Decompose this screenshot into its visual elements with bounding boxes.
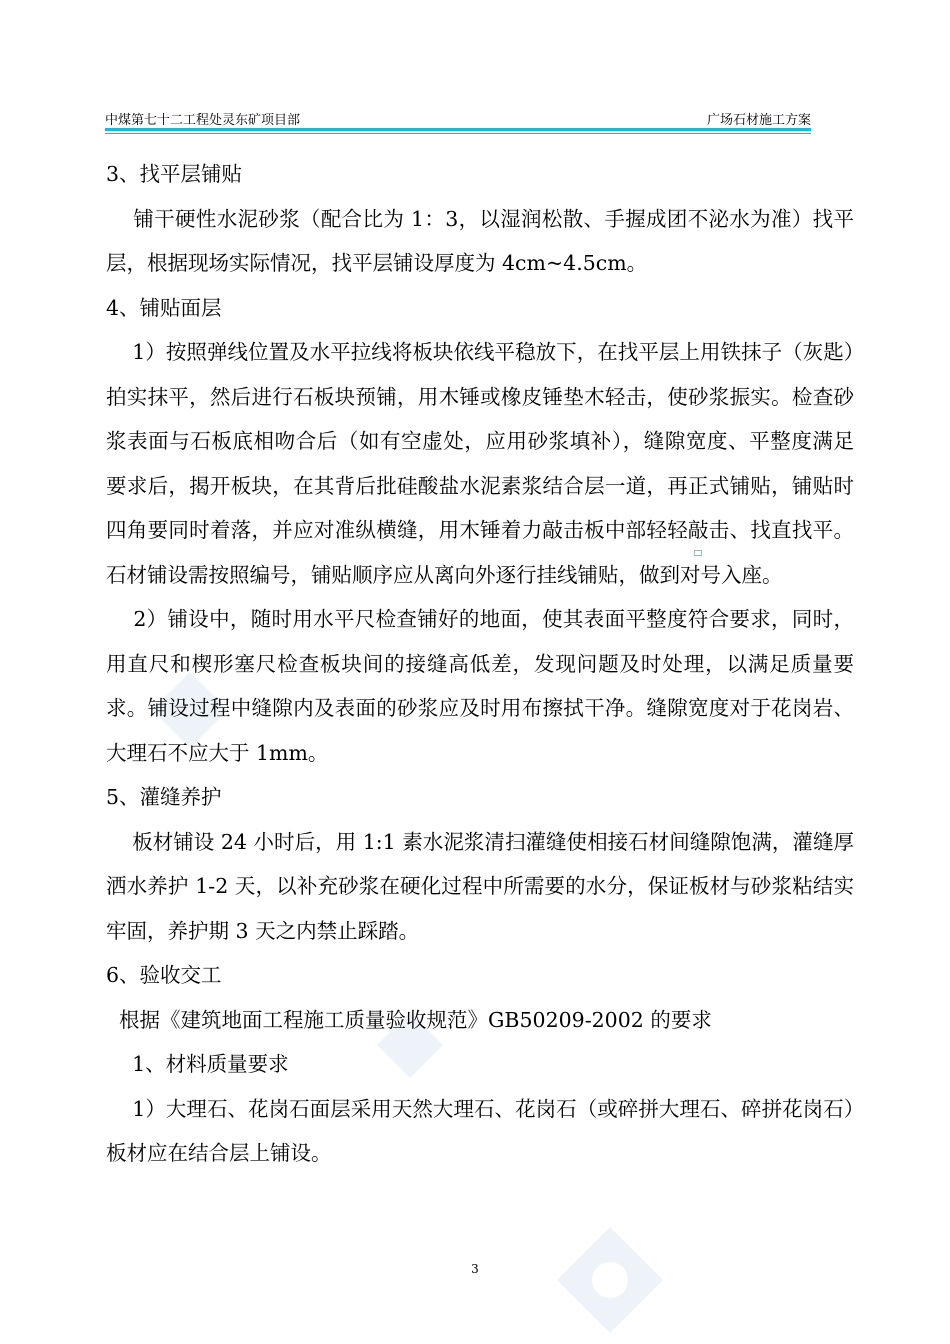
section-heading: 6、验收交工 (106, 963, 222, 987)
paragraph: 1）按照弹线位置及水平拉线将板块依线平稳放下，在找平层上用铁抹子（灰匙）拍实抹平，然后进行石板块预铺，用木锤或橡皮锤垫木轻击，使砂浆振实。检查砂浆表面与石板底相吻合后（如有空虚处，应用砂浆填补），缝隙宽度、平整度满足要求后，揭开板块，在其背后批硅酸盐水泥素浆结合层一道，再正式铺贴，铺贴时四角要同时着落，并应对准纵横缝，用木锤着力敲击板中部轻轻敲击、找直找平。石材铺设需按照编号，铺贴顺序应从离向外逐行挂线铺贴，做到对号入座。 (106, 340, 854, 587)
header-right: 广场石材施工方案 (706, 113, 811, 128)
paragraph: 1）大理石、花岗石面层采用天然大理石、花岗石（或碎拼大理石、碎拼花岗石）板材应在结合层上铺设。 (106, 1096, 854, 1165)
anchor-mark (694, 550, 702, 556)
section-heading: 5、灌缝养护 (106, 785, 222, 809)
section-heading: 3、找平层铺贴 (106, 162, 243, 186)
header-rule (105, 128, 811, 131)
paragraph: 铺干硬性水泥砂浆（配合比为 1：3，以湿润松散、手握成团不泌水为准）找平层，根据现场实际情况，找平层铺设厚度为 4cm~4.5cm。 (106, 206, 854, 275)
paragraph: 根据《建筑地面工程施工质量验收规范》GB50209-2002 的要求 (106, 1007, 712, 1032)
paragraph: 2）铺设中，随时用水平尺检查铺好的地面，使其表面平整度符合要求，同时，用直尺和楔形塞尺检查板块间的接缝高低差，发现问题及时处理，以满足质量要求。铺设过程中缝隙内及表面的砂浆应及时用布擦拭干净。缝隙宽度对于花岗岩、大理石不应大于 1mm。 (106, 607, 854, 765)
header-rule-thin (105, 133, 811, 134)
page-number: 3 (471, 1262, 479, 1276)
subsection-heading: 1、材料质量要求 (106, 1052, 289, 1076)
paragraph: 板材铺设 24 小时后，用 1:1 素水泥浆清扫灌缝使相接石材间缝隙饱满，灌缝厚洒水养护 1-2 天，以补充砂浆在硬化过程中所需要的水分，保证板材与砂浆粘结实牢固，养护期 3 天之内禁止踩踏。 (106, 829, 854, 943)
watermark-logo (555, 1225, 665, 1335)
section-heading: 4、铺贴面层 (106, 295, 222, 320)
header-left: 中煤第七十二工程处灵东矿项目部 (105, 113, 301, 128)
document-body (106, 152, 854, 1176)
